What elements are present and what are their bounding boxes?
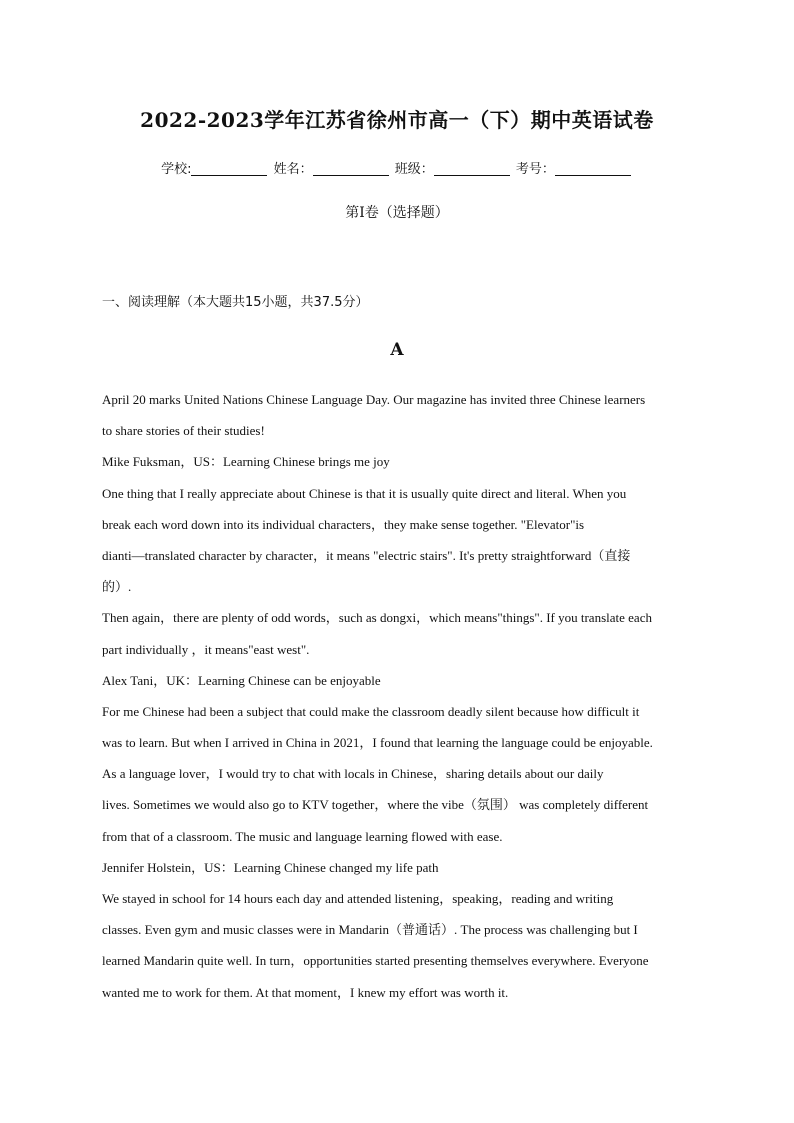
exam-no-blank [555,161,631,176]
passage-label: A [390,340,404,360]
school-blank [191,161,267,176]
passage-line: to share stories of their studies! [102,423,265,439]
passage-line: As a language lover，I would try to chat with locals in Chinese，sharing details about our daily [102,766,604,782]
class-label: 班级： [394,162,434,177]
passage-line: April 20 marks United Nations Chinese Language Day. Our magazine has invited three Chinese learners [102,392,646,407]
name-label: 姓名： [273,162,313,177]
passage-line: learned Mandarin quite well. In turn，opportunities started presenting themselves everywhere. Everyone [102,953,649,969]
passage-line: from that of a classroom. The music and language learning flowed with ease. [102,828,503,844]
exam-title: 2022-2023学年江苏省徐州市高一（下）期中英语试卷 [140,108,654,132]
passage-line: Mike Fuksman，US：Learning Chinese brings me joy [102,454,390,470]
passage-line: Then again，there are plenty of odd words，such as dongxi，which means"things". If you translate each [102,610,652,626]
passage-line: For me Chinese had been a subject that could make the classroom deadly silent because how difficult it [102,703,640,719]
passage-line: classes. Even gym and music classes were in Mandarin（普通话）. The process was challenging but I [102,922,638,938]
passage-line: 的）. [102,579,132,595]
passage-line: dianti—translated character by character，it means "electric stairs". It's pretty straightforward（直接 [102,547,631,563]
passage-line: part individually ，it means"east west". [102,641,310,657]
student-info-row [0,158,794,177]
name-blank [313,161,389,176]
passage-line: break each word down into its individual characters，they make sense together. "Elevator"is [102,516,585,532]
passage-line: wanted me to work for them. At that moment，I knew my effort was worth it. [102,984,509,1000]
passage-line: was to learn. But when I arrived in China in 2021，I found that learning the language could be enjoyable. [102,735,653,751]
passage-line: Alex Tani，UK：Learning Chinese can be enjoyable [102,672,381,688]
class-blank [434,161,510,176]
volume-heading: 第I卷（选择题） [345,205,449,221]
passage-line: lives. Sometimes we would also go to KTV together，where the vibe（氛围） was completely different [102,797,649,813]
exam-no-label: 考号： [515,162,555,177]
school-label: 学校: [161,162,192,177]
passage-line: We stayed in school for 14 hours each day and attended listening，speaking，reading and writing [102,891,614,906]
passage-line: One thing that I really appreciate about Chinese is that it is usually quite direct and literal. When you [102,485,627,501]
section-heading: 一、阅读理解（本大题共15小题，共37.5分） [102,295,369,310]
passage-line: Jennifer Holstein，US：Learning Chinese changed my life path [102,859,439,875]
passage-body [102,388,694,1012]
